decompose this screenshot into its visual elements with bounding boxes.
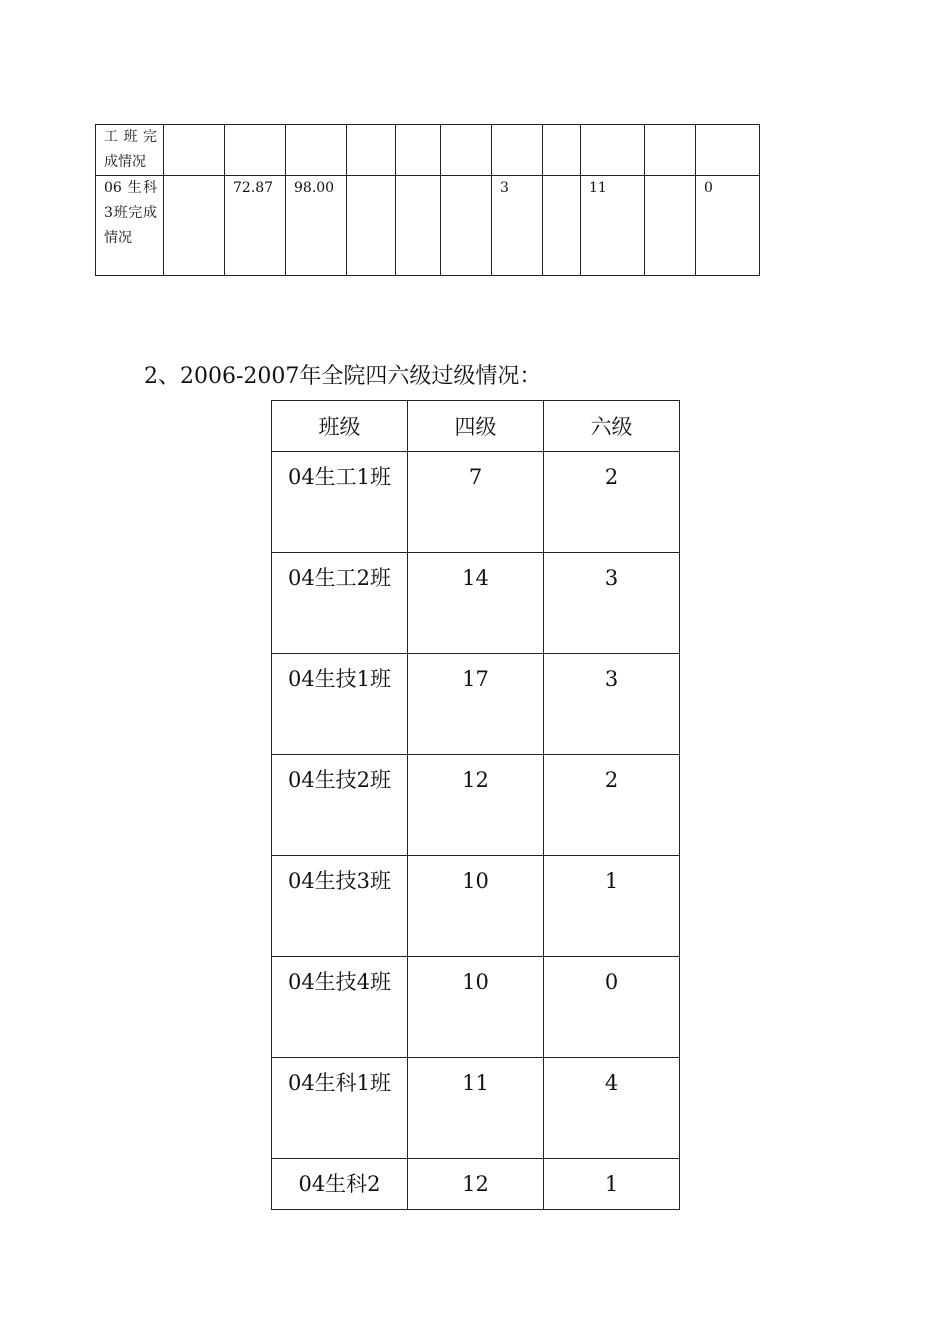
table-row <box>272 1159 680 1210</box>
table-cell <box>286 125 347 176</box>
class-name-cell: 04生工2班 <box>272 553 408 654</box>
row-label: 06 生科3班完成情况 <box>96 176 164 276</box>
table-row <box>272 452 680 553</box>
table-cell <box>347 125 396 176</box>
class-name-cell: 04生科2 <box>272 1159 408 1210</box>
header-cet4: 四级 <box>408 401 544 452</box>
cet4-cell: 12 <box>408 1159 544 1210</box>
class-name-cell: 04生技1班 <box>272 654 408 755</box>
cet4-cell: 11 <box>408 1058 544 1159</box>
class-name-cell: 04生科1班 <box>272 1058 408 1159</box>
table-cell: 3 <box>492 176 543 276</box>
cet6-cell: 2 <box>544 452 680 553</box>
table-header-row <box>272 401 680 452</box>
cet4-cell: 17 <box>408 654 544 755</box>
table-cell: 72.87 <box>225 176 286 276</box>
cet4-cell: 10 <box>408 856 544 957</box>
cet6-cell: 2 <box>544 755 680 856</box>
table-row <box>272 755 680 856</box>
cet6-cell: 3 <box>544 553 680 654</box>
table-row <box>272 856 680 957</box>
table-cell <box>441 125 492 176</box>
cet4-cell: 14 <box>408 553 544 654</box>
table-cell <box>492 125 543 176</box>
table-row <box>272 1058 680 1159</box>
table-cell <box>396 125 441 176</box>
cet6-cell: 1 <box>544 1159 680 1210</box>
cet6-cell: 3 <box>544 654 680 755</box>
cet-pass-table <box>271 400 680 1210</box>
completion-table <box>95 124 760 276</box>
header-class: 班级 <box>272 401 408 452</box>
table-cell <box>543 176 581 276</box>
table-cell: 98.00 <box>286 176 347 276</box>
class-name-cell: 04生技3班 <box>272 856 408 957</box>
table-row <box>272 957 680 1058</box>
table-row <box>272 553 680 654</box>
table-cell <box>543 125 581 176</box>
class-name-cell: 04生工1班 <box>272 452 408 553</box>
row-label: 工班完成情况 <box>96 125 164 176</box>
table-cell <box>441 176 492 276</box>
table-cell <box>164 125 225 176</box>
cet6-cell: 0 <box>544 957 680 1058</box>
table-cell <box>396 176 441 276</box>
table-row <box>96 176 760 276</box>
cet4-cell: 7 <box>408 452 544 553</box>
cet6-cell: 1 <box>544 856 680 957</box>
table-cell: 0 <box>696 176 760 276</box>
table-cell <box>347 176 396 276</box>
table-cell <box>645 125 696 176</box>
header-cet6: 六级 <box>544 401 680 452</box>
cet6-cell: 4 <box>544 1058 680 1159</box>
table-cell: 11 <box>581 176 645 276</box>
table-cell <box>696 125 760 176</box>
cet4-cell: 10 <box>408 957 544 1058</box>
table-cell <box>164 176 225 276</box>
class-name-cell: 04生技4班 <box>272 957 408 1058</box>
class-name-cell: 04生技2班 <box>272 755 408 856</box>
table-cell <box>581 125 645 176</box>
table-row <box>96 125 760 176</box>
table-row <box>272 654 680 755</box>
table-cell <box>645 176 696 276</box>
cet4-cell: 12 <box>408 755 544 856</box>
table-cell <box>225 125 286 176</box>
section-heading: 2、2006-2007年全院四六级过级情况： <box>144 364 542 389</box>
